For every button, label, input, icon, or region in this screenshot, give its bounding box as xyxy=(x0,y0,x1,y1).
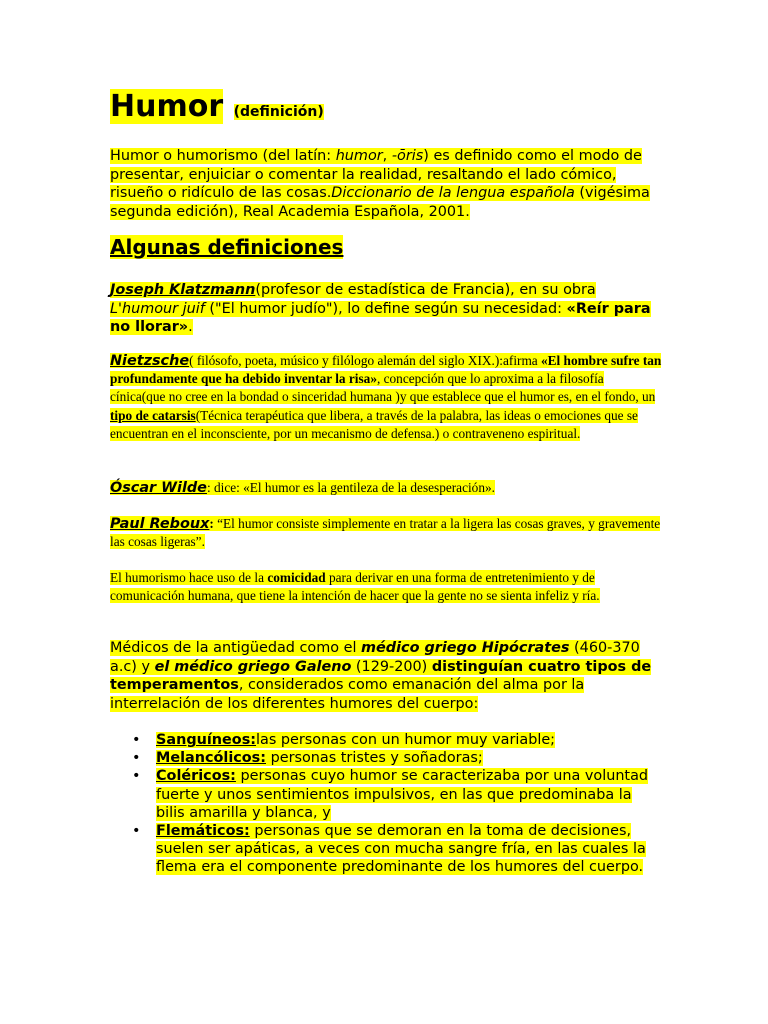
temperament-description: las personas con un humor muy variable; xyxy=(256,732,556,748)
temperament-term: Flemáticos: xyxy=(156,823,250,840)
paragraph-text: El humorismo hace uso de la xyxy=(110,570,268,585)
bullet-icon: • xyxy=(132,823,141,840)
section-heading: Algunas definiciones xyxy=(110,235,344,259)
list-item-sanguineos xyxy=(110,731,662,749)
temperament-description: personas que se demoran en la toma de decisiones, suelen ser apáticas, a veces con mucha sangre fría, en las cuales la flema era el componente predominante de los humores del cuerpo. xyxy=(156,823,646,876)
temperament-description: personas cuyo humor se caracterizaba por una voluntad fuerte y unos sentimientos impulsivos, en las que predominaba la bilis amarilla y blanca, y xyxy=(156,768,649,821)
paragraph-text: : dice: «El humor es la gentileza de la desesperación». xyxy=(206,480,495,495)
reboux-paragraph xyxy=(110,515,662,551)
latin-word: humor xyxy=(335,148,383,164)
klatzmann-paragraph xyxy=(110,281,662,337)
paragraph-text: ( filósofo, poeta, músico y filólogo alemán del siglo XIX.):afirma xyxy=(189,353,542,368)
medicos-paragraph xyxy=(110,639,662,713)
galeno-name: el médico griego Galeno xyxy=(154,658,352,675)
intro-paragraph xyxy=(110,147,662,221)
temperaments-phrase: distinguían cuatro tipos de temperamentos xyxy=(110,658,652,693)
intro-text: ) es definido como el modo de presentar, enjuiciar o comentar la realidad, resaltando el lado cómico, risueño o ridículo de las cosas. xyxy=(110,148,642,201)
temperament-term: Melancólicos: xyxy=(156,750,266,767)
page-title xyxy=(110,88,324,131)
paragraph-text: (129-200) xyxy=(351,658,432,675)
dictionary-title: Diccionario de la lengua española xyxy=(331,185,575,201)
quote: «Reír para no llorar» xyxy=(110,300,651,335)
quote: «El hombre sufre tan profundamente que ha debido inventar la risa» xyxy=(110,353,662,387)
temperament-term: Sanguíneos: xyxy=(156,732,257,748)
paragraph-text: ("El humor judío"), lo define según su necesidad: xyxy=(204,300,567,317)
bullet-icon: • xyxy=(132,768,141,785)
latin-suffix: -ōris xyxy=(391,148,424,164)
paragraph-text: (460-370 a.c) y xyxy=(110,640,640,675)
title-subtitle: (definición) xyxy=(233,104,324,120)
temperaments-list xyxy=(110,731,662,877)
list-item-melancolicos xyxy=(110,749,662,767)
intro-text: (vigésima segunda edición), Real Academia Española, 2001. xyxy=(110,185,650,220)
paragraph-text: “El humor consiste simplemente en tratar a la ligera las cosas graves, y gravemente las cosas ligeras”. xyxy=(110,516,661,550)
title-main: Humor xyxy=(110,89,224,124)
paragraph-text: , considerados como emanación del alma por la interrelación de los diferentes humores del cuerpo: xyxy=(110,677,585,712)
author-name-nietzsche: Nietzsche xyxy=(110,353,190,369)
author-name-reboux: Paul Reboux xyxy=(110,516,210,532)
bullet-icon: • xyxy=(132,732,141,748)
paragraph-text: (profesor de estadística de Francia), en su obra xyxy=(255,282,596,298)
temperament-description: personas tristes y soñadoras; xyxy=(266,750,483,767)
paragraph-text: (Técnica terapéutica que libera, a través de la palabra, las ideas o emociones que se encuentran en el inconsciente, por un mecanismo de defensa.) o contraveneno espiritual. xyxy=(110,407,638,441)
colon: : xyxy=(209,516,214,531)
hipocrates-name: médico griego Hipócrates xyxy=(361,640,570,656)
list-item-flematicos xyxy=(110,822,662,877)
bullet-icon: • xyxy=(132,750,141,767)
intro-text: Humor o humorismo (del latín: xyxy=(110,148,336,164)
work-title: L'humour juif xyxy=(110,300,205,317)
paragraph-text: , concepción que lo aproxima a la filosofía cínica(que no cree en la bondad o sinceridad humana )y que establece que el humor es, en el fondo, un xyxy=(110,371,656,405)
wilde-paragraph xyxy=(110,479,662,497)
temperament-term: Coléricos: xyxy=(156,768,236,785)
paragraph-text: para derivar en una forma de entretenimiento y de comunicación humana, que tiene la intención de hacer que la gente no se sienta infeliz y ría. xyxy=(110,570,600,604)
intro-text: , xyxy=(382,148,392,164)
keyword-comicidad: comicidad xyxy=(267,570,326,585)
nietzsche-paragraph xyxy=(110,352,662,443)
paragraph-text: Médicos de la antigüedad como el xyxy=(110,640,362,656)
comicidad-paragraph xyxy=(110,569,662,605)
author-name-wilde: Óscar Wilde xyxy=(110,480,207,496)
paragraph-text: . xyxy=(188,319,193,335)
catarsis-link[interactable]: tipo de catarsis xyxy=(110,407,196,423)
author-name-klatzmann: Joseph Klatzmann xyxy=(110,282,256,298)
list-item-colericos xyxy=(110,767,662,822)
